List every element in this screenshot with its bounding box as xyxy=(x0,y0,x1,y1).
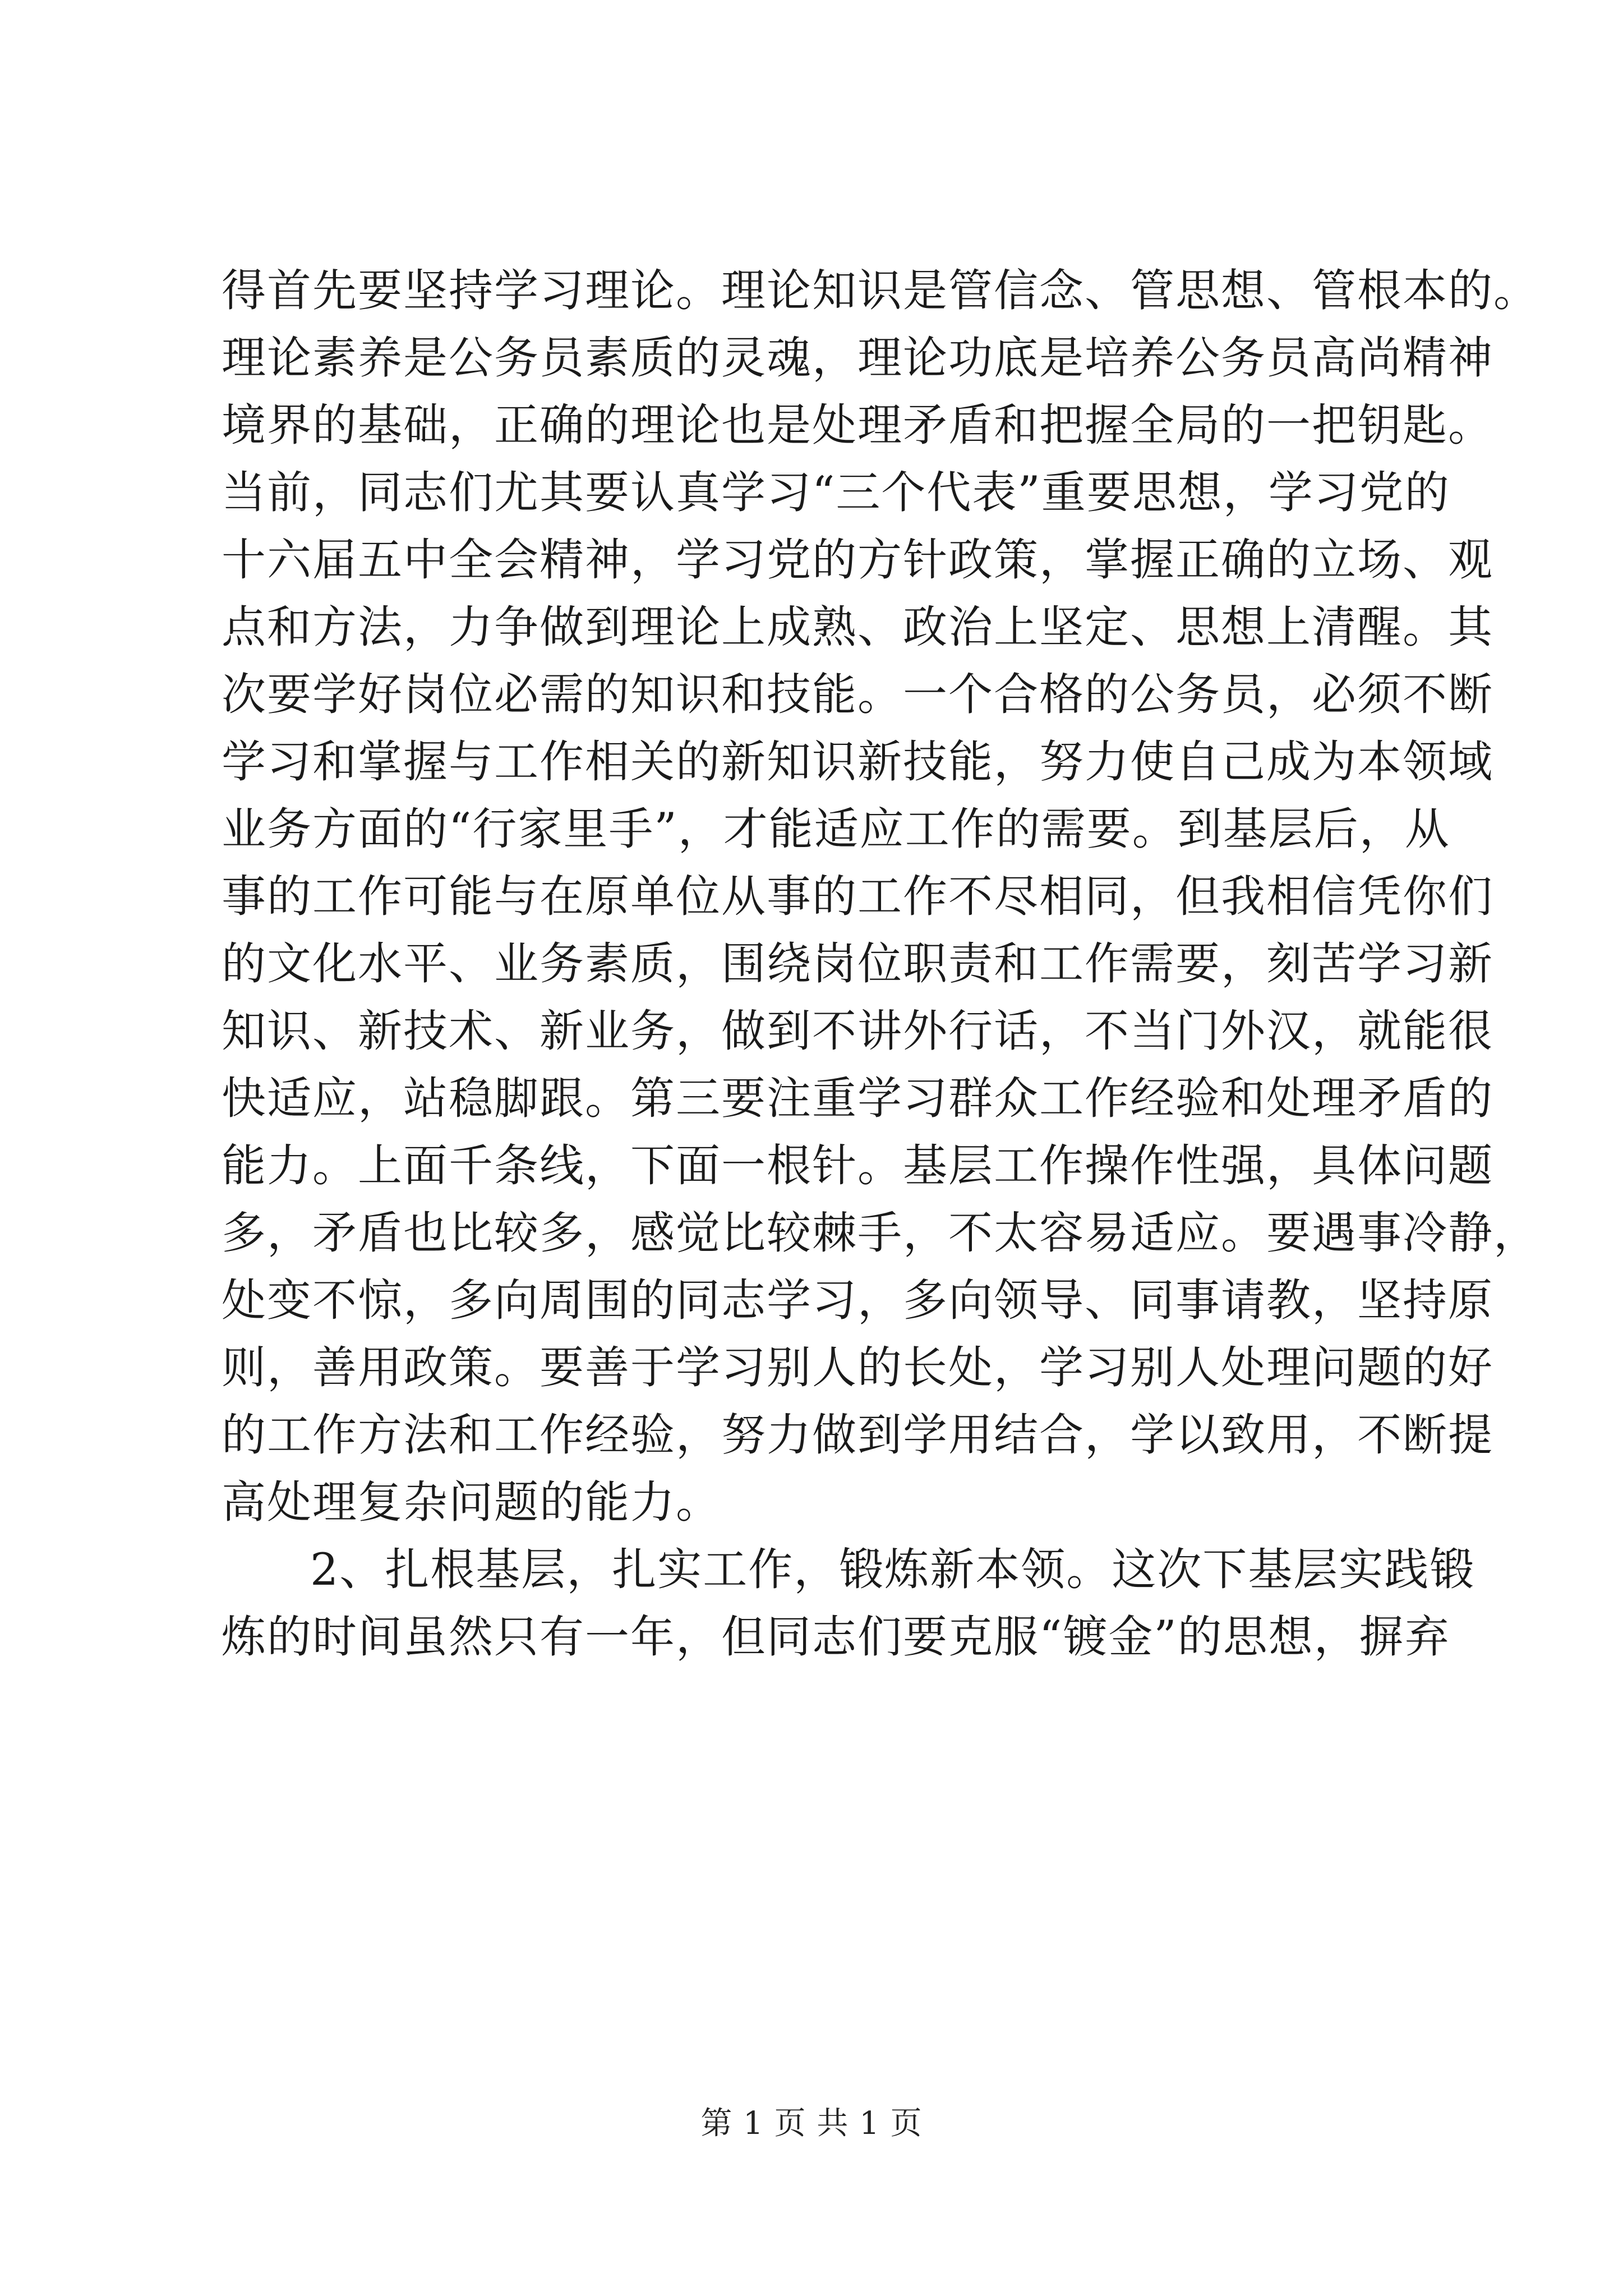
text-line: 点和方法，力争做到理论上成熟、政治上坚定、思想上清醒。其 xyxy=(222,601,1493,653)
page-footer: 第 1 页 共 1 页 xyxy=(700,2105,923,2142)
text-line: 高处理复杂问题的能力。 xyxy=(222,1476,721,1528)
text-line: 知识、新技术、新业务，做到不讲外行话，不当门外汉，就能很 xyxy=(222,1005,1493,1057)
document-body xyxy=(222,257,1539,1671)
text-line: 2、扎根基层，扎实工作，锻炼新本领。这次下基层实践锻 xyxy=(310,1544,1476,1595)
text-line: 学习和掌握与工作相关的新知识新技能，努力使自己成为本领域 xyxy=(222,736,1493,788)
text-line: 境界的基础，正确的理论也是处理矛盾和把握全局的一把钥匙。 xyxy=(222,399,1493,451)
text-line: 理论素养是公务员素质的灵魂，理论功底是培养公务员高尚精神 xyxy=(222,332,1493,384)
text-line: 业务方面的“行家里手”，才能适应工作的需要。到基层后，从 xyxy=(222,803,1450,855)
text-line: 快适应，站稳脚跟。第三要注重学习群众工作经验和处理矛盾的 xyxy=(222,1073,1493,1124)
text-line: 事的工作可能与在原单位从事的工作不尽相同，但我相信凭你们 xyxy=(222,871,1493,922)
text-line: 得首先要坚持学习理论。理论知识是管信念、管思想、管根本的。 xyxy=(222,265,1539,316)
text-line: 十六届五中全会精神，学习党的方针政策，掌握正确的立场、观 xyxy=(222,534,1493,586)
text-line: 炼的时间虽然只有一年，但同志们要克服“镀金”的思想，摒弃 xyxy=(222,1611,1450,1663)
text-line: 多，矛盾也比较多，感觉比较棘手，不太容易适应。要遇事冷静， xyxy=(222,1207,1539,1259)
text-line: 的工作方法和工作经验，努力做到学用结合，学以致用，不断提 xyxy=(222,1409,1493,1461)
text-line: 能力。上面千条线，下面一根针。基层工作操作性强，具体问题 xyxy=(222,1140,1493,1191)
text-line: 处变不惊，多向周围的同志学习，多向领导、同事请教，坚持原 xyxy=(222,1274,1493,1326)
text-line: 当前，同志们尤其要认真学习“三个代表”重要思想，学习党的 xyxy=(222,467,1450,518)
text-line: 的文化水平、业务素质，围绕岗位职责和工作需要，刻苦学习新 xyxy=(222,938,1493,990)
text-line: 则，善用政策。要善于学习别人的长处，学习别人处理问题的好 xyxy=(222,1342,1493,1393)
text-line: 次要学好岗位必需的知识和技能。一个合格的公务员，必须不断 xyxy=(222,669,1493,720)
paragraph-2 xyxy=(222,1536,1476,1671)
paragraph-1 xyxy=(222,257,1539,1536)
